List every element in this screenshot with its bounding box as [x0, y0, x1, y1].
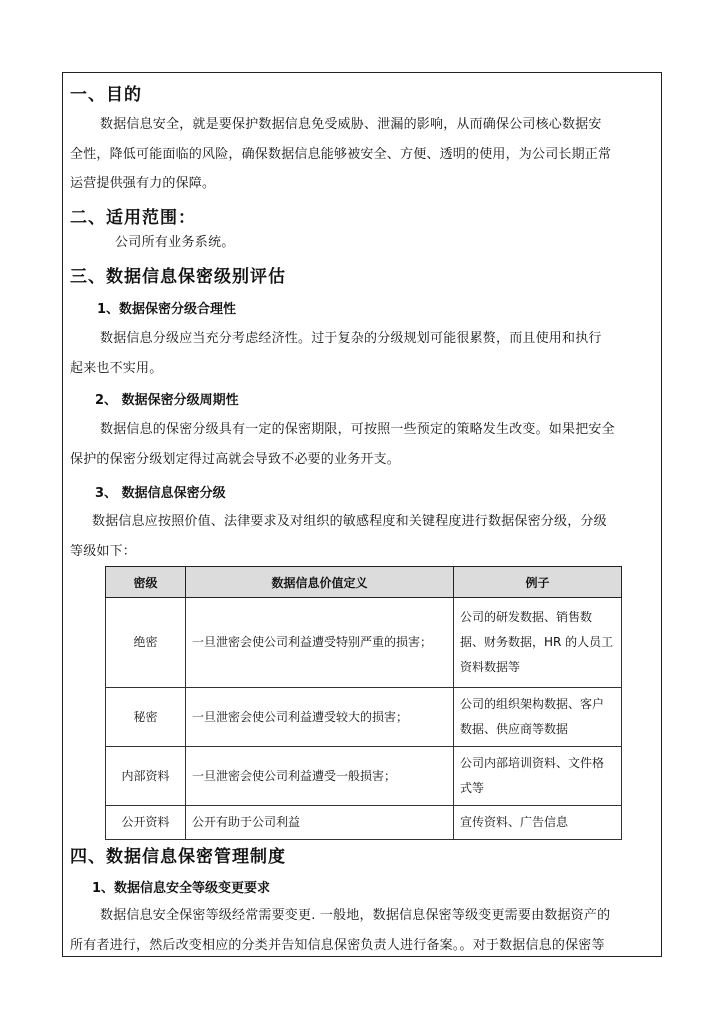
table-row — [106, 747, 622, 806]
section-1-line-3: 运营提供强有力的保障。 — [70, 176, 216, 191]
section-3-sub-1-body — [70, 324, 656, 383]
section-3-sub-1-line-1: 数据信息分级应当充分考虑经济性。过于复杂的分级规划可能很累赘，而且使用和执行 — [100, 331, 602, 346]
row-example: 公司的研发数据、销售数据、财务数据，HR 的人员工资料数据等 — [454, 598, 622, 688]
section-3-sub-2-body — [70, 415, 656, 474]
section-3-sub-3-body — [70, 507, 656, 566]
header-example: 例子 — [454, 567, 622, 598]
row-definition: 一旦泄密会使公司利益遭受特别严重的损害； — [186, 598, 454, 688]
row-definition: 一旦泄密会使公司利益遭受一般损害； — [186, 747, 454, 806]
section-2-text: 公司所有业务系统。 — [115, 235, 235, 250]
row-definition: 公开有助于公司利益 — [186, 806, 454, 840]
row-level: 绝密 — [106, 598, 186, 688]
row-level: 秘密 — [106, 688, 186, 747]
section-3-sub-2-line-1: 数据信息的保密分级具有一定的保密期限，可按照一些预定的策略发生改变。如果把安全 — [100, 422, 615, 437]
section-4-sub-1-heading: 1、数据信息安全等级变更要求 — [92, 881, 271, 896]
table-row — [106, 806, 622, 840]
section-3-sub-1-line-2: 起来也不实用。 — [70, 360, 163, 376]
section-3-sub-3-heading: 3、 数据信息保密分级 — [95, 486, 226, 501]
section-3-sub-2-line-2: 保护的保密分级划定得过高就会导致不必要的业务开支。 — [70, 451, 401, 467]
section-2-heading: 二、适用范围： — [70, 208, 196, 228]
section-3-sub-3-line-1: 数据信息应按照价值、法律要求及对组织的敏感程度和关键程度进行数据保密分级，分级 — [92, 514, 607, 529]
row-level: 公开资料 — [106, 806, 186, 840]
section-3-sub-3-line-2: 等级如下： — [70, 543, 137, 559]
section-1-line-1: 数据信息安全，就是要保护数据信息免受威胁、泄漏的影响，从而确保公司核心数据安 — [100, 117, 602, 132]
section-4-sub-1-line-2: 所有者进行，然后改变相应的分类并告知信息保密负责人进行备案。。对于数据信息的保密等 — [70, 937, 605, 953]
section-4-heading: 四、数据信息保密管理制度 — [70, 847, 286, 867]
section-1-line-2: 全性，降低可能面临的风险，确保数据信息能够被安全、方便、透明的使用，为公司长期正常 — [70, 146, 612, 162]
row-example: 公司的组织架构数据、客户数据、供应商等数据 — [454, 688, 622, 747]
section-1-heading: 一、目的 — [70, 85, 142, 105]
section-4-sub-1-line-1: 数据信息安全保密等级经常需要变更. 一般地，数据信息保密等级变更需要由数据资产的 — [100, 908, 611, 923]
table-row — [106, 598, 622, 688]
section-4-sub-1-body — [70, 901, 656, 960]
section-1-body — [70, 110, 656, 199]
classification-table — [105, 566, 622, 840]
row-example: 宣传资料、广告信息 — [454, 806, 622, 840]
section-3-heading: 三、数据信息保密级别评估 — [70, 267, 286, 287]
table-row — [106, 688, 622, 747]
header-definition: 数据信息价值定义 — [186, 567, 454, 598]
row-definition: 一旦泄密会使公司利益遭受较大的损害； — [186, 688, 454, 747]
table-header-row — [106, 567, 622, 598]
row-example: 公司内部培训资料、文件格式等 — [454, 747, 622, 806]
header-level: 密级 — [106, 567, 186, 598]
section-3-sub-2-heading: 2、 数据保密分级周期性 — [95, 393, 239, 408]
section-3-sub-1-heading: 1、数据保密分级合理性 — [97, 302, 237, 317]
row-level: 内部资料 — [106, 747, 186, 806]
